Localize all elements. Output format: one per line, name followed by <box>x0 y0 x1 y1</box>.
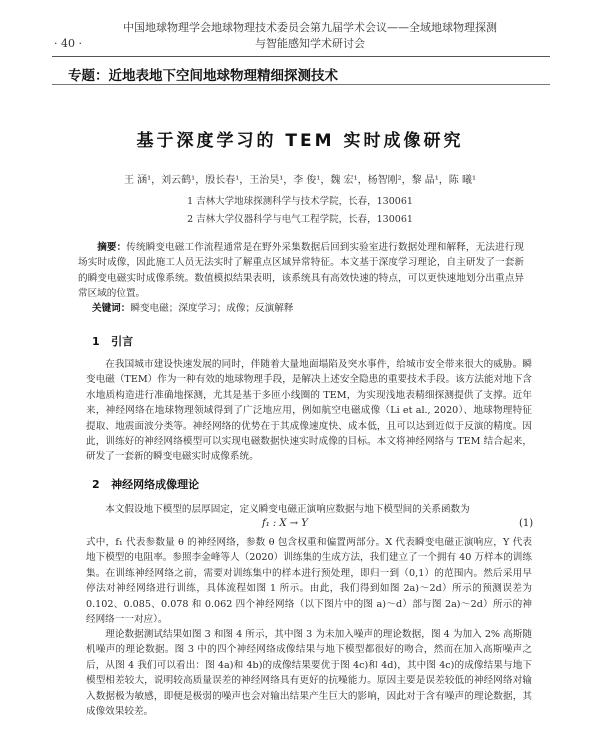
keywords-label: 关键词： <box>92 303 131 314</box>
keywords <box>92 300 522 314</box>
section-2-paragraph-2: 理论数据测试结果如图 3 和图 4 所示，其中图 3 为未加入噪声的理论数据，图 4 为加入 2% 高斯随机噪声的理论数据。图 3 中的四个神经网络成像结果与地下模型都很好的吻合，然而在加入高斯噪声之后，从图 4 我们可以看出：图 4a)和 4b)的成像结果要优于图 4c)和 4d)，其中图 4c)的成像结果与地下模型相差较大，说明较高质量误差的神经网络具有更好的抗噪能力。原因主要是误差较低的神经网络对输入数据极为敏感，即便是极弱的噪声也会对输出结果产生巨大的影响，因此对于含有噪声的理论数据，其成像效果较差。 <box>86 629 532 718</box>
abstract-text: 传统瞬变电磁工作流程通常是在野外采集数据后回到实验室进行数据处理和解释，无法进行现场实时成像，因此施工人员无法实时了解重点区域异常特征。本文基于深度学习理论，自主研发了一套新的瞬变电磁实时成像系统。数值模拟结果表明，该系统具有高效快速的特点，可以更快速地划分出重点异常区域的位置。 <box>78 242 524 300</box>
section-1-title: 引言 <box>111 335 134 348</box>
header-divider <box>52 56 550 57</box>
abstract-label: 摘要： <box>97 242 127 253</box>
section-1-number: 1 <box>92 335 100 348</box>
topic-divider <box>52 84 550 85</box>
affiliation-2: 2 吉林大学仪器科学与电气工程学院，长春，130061 <box>187 214 413 225</box>
topic-heading: 专题：近地表地下空间地球物理精细探测技术 <box>68 68 338 84</box>
section-2-heading <box>92 476 199 492</box>
section-2-intro <box>86 502 532 517</box>
article-title: 基于深度学习的 TEM 实时成像研究 <box>136 131 464 151</box>
section-2-body-1 <box>86 535 532 627</box>
running-header <box>70 20 550 52</box>
section-2-title: 神经网络成像理论 <box>111 478 200 491</box>
section-2-paragraph-1: 式中，f₁ 代表参数量 θ 的神经网络，参数 θ 包含权重和偏置两部分。X 代表瞬变电磁正演响应，Y 代表地下模型的电阻率。参照李金峰等人（2020）训练集的生成方法，我们建立了一个拥有 40 万样本的训练集。在训练神经网络之前，需要对训练集中的样本进行预处理，即归一到（0,1）的范围内。然后采用早停法对神经网络进行训练，具体流程如图 1 所示。由此，我们得到如图 2a)～2d）所示的预测误差为 0.102、0.085、0.078 和 0.062 四个神经网络（以下图片中的图 a)～d）部与图 2a)～2d）所示的神经网络一一对应）。 <box>86 537 532 626</box>
page-number: · 40 · <box>54 37 82 50</box>
abstract <box>78 240 524 302</box>
section-2-number: 2 <box>92 478 100 491</box>
section-1-paragraph: 在我国城市建设快速发展的同时，伴随着大量地面塌陷及突水事件，给城市安全带来很大的威胁。瞬变电磁（TEM）作为一种有效的地球物理手段，是解决上述安全隐患的重要技术手段。该方法能对地下含水地质构造进行准确地探测，尤其是基于多匝小线圈的 TEM，为实现浅地表精细探测提供了支撑。近年来，神经网络在地球物理领域得到了广泛地应用，例如航空电磁成像（Li et al., 2020）、地球物理特征提取、地震面波分类等。神经网络的优势在于其成像速度快、成本低，且可以达到近似于反演的精度。因此，训练好的神经网络模型可以实现电磁数据快速实时成像的目标。本文将神经网络与 TEM 结合起来，研发了一套新的瞬变电磁实时成像系统。 <box>86 359 532 463</box>
author-list: 王 涵¹，刘云鹤¹，殷长春¹，王治昊¹，李 俊¹，魏 宏¹，杨智刚²，黎 晶¹，陈 曦¹ <box>124 175 476 186</box>
running-header-line-2: 与智能感知学术研讨会 <box>255 37 365 50</box>
section-2-body-2 <box>86 627 532 719</box>
running-header-line-1: 中国地球物理学会地球物理技术委员会第九届学术会议——全域地球物理探测 <box>123 21 497 34</box>
equation-number: (1) <box>519 518 534 529</box>
keywords-text: 瞬变电磁；深度学习；成像；反演解释 <box>130 303 294 314</box>
section-2-intro-paragraph: 本文假设地下模型的层厚固定，定义瞬变电磁正演响应数据与地下模型间的关系函数为 <box>105 504 470 515</box>
abstract-paragraph <box>78 240 524 302</box>
section-1-heading <box>92 333 133 349</box>
affiliation-1: 1 吉林大学地球探测科学与技术学院，长春，130061 <box>187 196 413 207</box>
equation-1: f₁ : X → Y <box>262 518 308 529</box>
section-1-body <box>86 357 532 465</box>
